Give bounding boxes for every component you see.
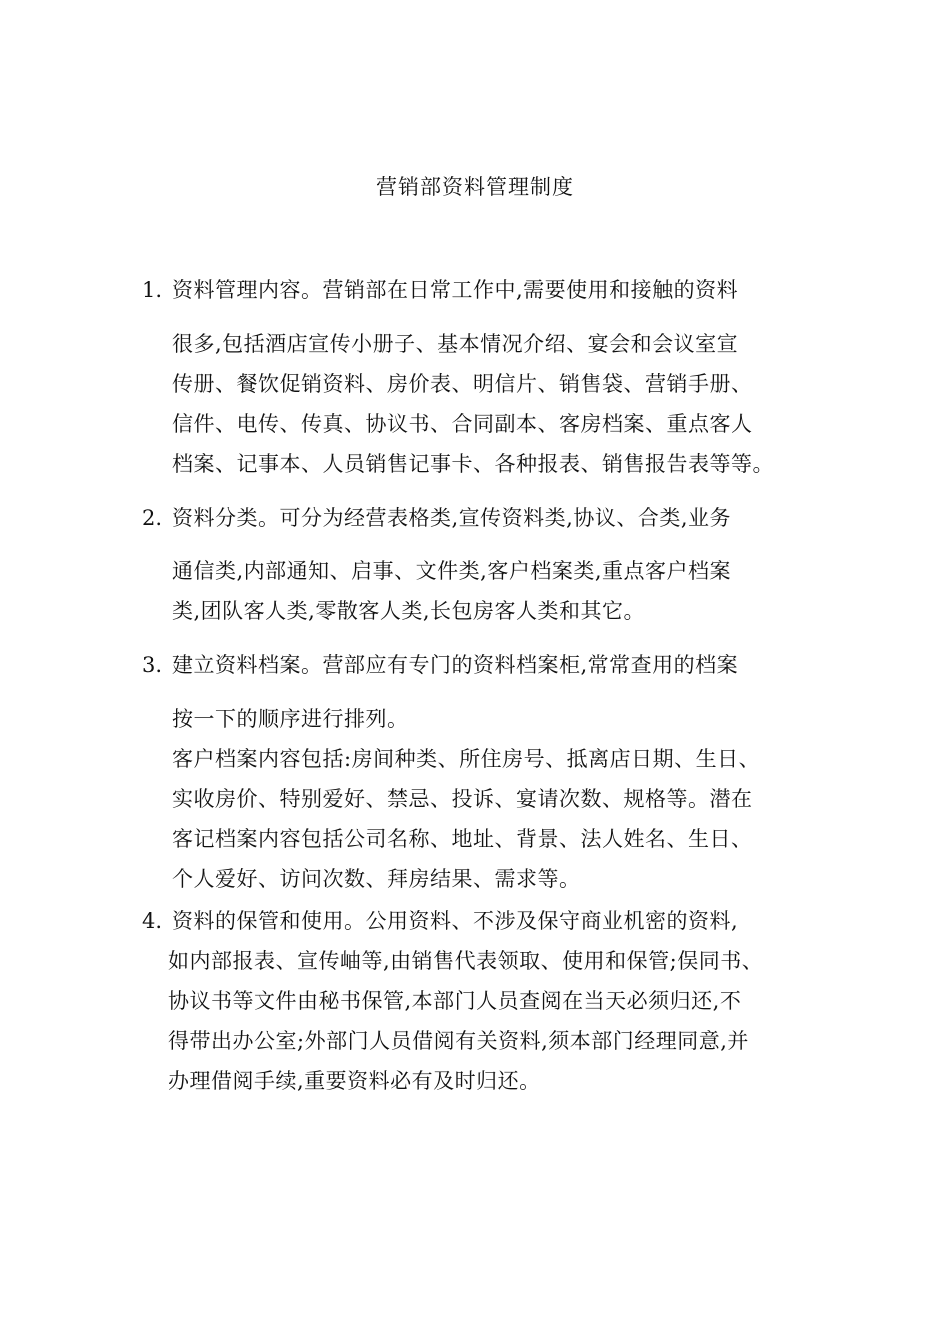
section-4-line: 办理借阅手续,重要资料必有及时归还。	[168, 1069, 541, 1093]
section-4-line: 协议书等文件由秘书保管,本部门人员查阅在当天必须归还,不	[168, 989, 742, 1013]
section-3-line: 建立资料档案。营部应有专门的资料档案柜,常常查用的档案	[172, 653, 739, 677]
section-number: 1.	[142, 278, 163, 302]
section-3-line: 个人爱好、访问次数、拜房结果、需求等。	[172, 867, 581, 891]
section-4-line: 得带出办公室;外部门人员借阅有关资料,须本部门经理同意,并	[168, 1029, 749, 1053]
section-4-line: 如内部报表、宣传岫等,由销售代表领取、使用和保管;俣同书、	[168, 949, 764, 973]
section-1-line: 很多,包括酒店宣传小册子、基本情况介绍、宴会和会议室宣	[172, 332, 739, 356]
section-number: 3.	[142, 653, 163, 677]
section-3-line: 按一下的顺序进行排列。	[172, 707, 409, 731]
section-2-line: 资料分类。可分为经营表格类,宣传资料类,协议、合类,业务	[172, 506, 732, 530]
section-1-line: 传册、餐饮促销资料、房价表、明信片、销售袋、营销手册、	[172, 372, 753, 396]
section-3-line: 客户档案内容包括:房间种类、所住房号、抵离店日期、生日、	[172, 747, 761, 771]
section-1-line: 档案、记事本、人员销售记事卡、各种报表、销售报告表等等。	[172, 452, 774, 476]
section-1-line: 信件、电传、传真、协议书、合同副本、客房档案、重点客人	[172, 412, 753, 436]
section-1-line: 资料管理内容。营销部在日常工作中,需要使用和接触的资料	[172, 278, 739, 302]
section-number: 4.	[142, 909, 163, 933]
section-number: 2.	[142, 506, 163, 530]
document-title: 营销部资料管理制度	[376, 175, 574, 199]
section-2-line: 类,团队客人类,零散客人类,长包房客人类和其它。	[172, 599, 646, 623]
section-3-line: 客记档案内容包括公司名称、地址、背景、法人姓名、生日、	[172, 827, 753, 851]
section-4-line: 资料的保管和使用。公用资料、不涉及保守商业机密的资料,	[172, 909, 739, 933]
section-3-line: 实收房价、特别爱好、禁忌、投诉、宴请次数、规格等。潜在	[172, 787, 753, 811]
section-2-line: 通信类,内部通知、启事、文件类,客户档案类,重点客户档案	[172, 559, 732, 583]
